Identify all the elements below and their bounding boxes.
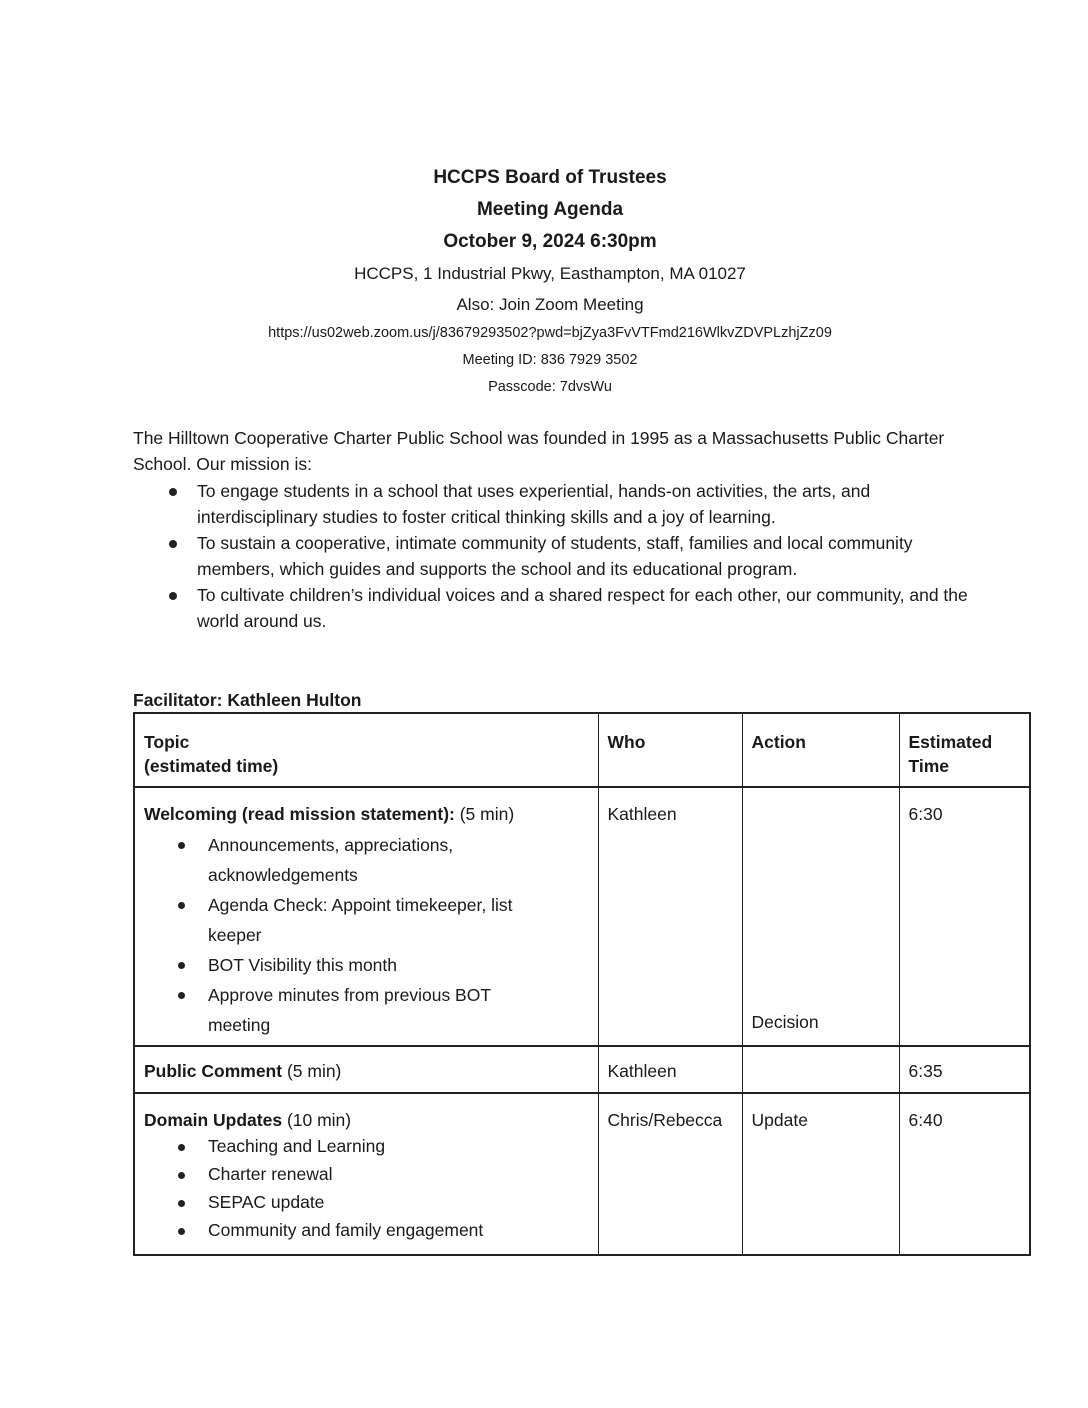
header-time xyxy=(899,713,1030,787)
table-row xyxy=(134,1093,1030,1255)
header-time-line2: Time xyxy=(908,756,950,776)
header-action xyxy=(742,713,899,787)
topic-cell xyxy=(134,1046,598,1093)
intro-paragraph: The Hilltown Cooperative Charter Public School was founded in 1995 as a Massachusetts Public Charter School. Our mission is: xyxy=(133,428,945,474)
agenda-table xyxy=(133,712,1031,1256)
table-header-row xyxy=(134,713,1030,787)
zoom-intro: Also: Join Zoom Meeting xyxy=(456,295,644,314)
who-value: Kathleen xyxy=(607,1061,677,1081)
subitem: Charter renewal xyxy=(144,1160,589,1188)
facilitator-label: Facilitator: Kathleen Hulton xyxy=(133,690,362,710)
subitem: SEPAC update xyxy=(144,1188,589,1216)
header-time-line1: Estimated xyxy=(908,732,993,752)
mission-item: To sustain a cooperative, intimate community of students, staff, families and local community members, which guides and supports the school and its educational program. xyxy=(133,530,973,582)
org-title: HCCPS Board of Trustees xyxy=(433,167,667,188)
action-cell xyxy=(742,787,899,1046)
time-value: 6:30 xyxy=(908,804,943,824)
who-cell xyxy=(598,1046,742,1093)
passcode: Passcode: 7dvsWu xyxy=(488,379,612,395)
subitem: Teaching and Learning xyxy=(144,1132,589,1160)
who-value: Chris/Rebecca xyxy=(607,1110,723,1130)
time-cell xyxy=(899,1093,1030,1255)
subitem: Agenda Check: Appoint timekeeper, list keeper xyxy=(144,890,589,950)
who-value: Kathleen xyxy=(607,804,677,824)
meeting-address: HCCPS, 1 Industrial Pkwy, Easthampton, MA 01027 xyxy=(354,264,746,283)
mission-section xyxy=(133,425,973,634)
header-who xyxy=(598,713,742,787)
mission-item: To cultivate children’s individual voices and a shared respect for each other, our community, and the world around us. xyxy=(133,582,973,634)
table-row xyxy=(134,787,1030,1046)
topic-duration: (5 min) xyxy=(282,1061,342,1081)
header-topic-line1: Topic xyxy=(144,732,190,752)
who-cell xyxy=(598,787,742,1046)
topic-duration: (10 min) xyxy=(282,1110,352,1130)
zoom-url[interactable]: https://us02web.zoom.us/j/83679293502?pwd=bjZya3FvVTFmd216WlkvZDVPLzhjZz09 xyxy=(268,325,832,341)
mission-item: To engage students in a school that uses experiential, hands-on activities, the arts, and interdisciplinary studies to foster critical thinking skills and a joy of learning. xyxy=(133,478,973,530)
action-value: Decision xyxy=(751,1012,819,1032)
subitem: Community and family engagement xyxy=(144,1216,589,1244)
action-cell xyxy=(742,1093,899,1255)
document-title: Meeting Agenda xyxy=(476,199,624,220)
time-cell xyxy=(899,1046,1030,1093)
meeting-id: Meeting ID: 836 7929 3502 xyxy=(462,352,638,368)
document-header xyxy=(0,162,1088,401)
topic-duration: (5 min) xyxy=(454,804,515,824)
table-row xyxy=(134,1046,1030,1093)
time-value: 6:35 xyxy=(908,1061,943,1081)
subitem: Approve minutes from previous BOT meeting xyxy=(144,980,589,1040)
subitem: BOT Visibility this month xyxy=(144,950,589,980)
topic-subitems xyxy=(144,830,589,1040)
time-value: 6:40 xyxy=(908,1110,943,1130)
header-topic-line2: (estimated time) xyxy=(144,756,279,776)
action-value: Update xyxy=(751,1110,808,1130)
header-topic xyxy=(134,713,598,787)
topic-title: Domain Updates xyxy=(144,1110,283,1130)
header-who-text: Who xyxy=(607,732,646,752)
time-cell xyxy=(899,787,1030,1046)
who-cell xyxy=(598,1093,742,1255)
header-action-text: Action xyxy=(751,732,806,752)
topic-title: Public Comment xyxy=(144,1061,283,1081)
topic-title: Welcoming (read mission statement): xyxy=(144,804,455,824)
topic-subitems xyxy=(144,1132,589,1244)
topic-cell xyxy=(134,1093,598,1255)
action-cell xyxy=(742,1046,899,1093)
mission-list xyxy=(133,478,973,634)
action-value xyxy=(743,1047,899,1059)
meeting-datetime: October 9, 2024 6:30pm xyxy=(443,231,657,252)
subitem: Announcements, appreciations, acknowledgements xyxy=(144,830,589,890)
topic-cell xyxy=(134,787,598,1046)
